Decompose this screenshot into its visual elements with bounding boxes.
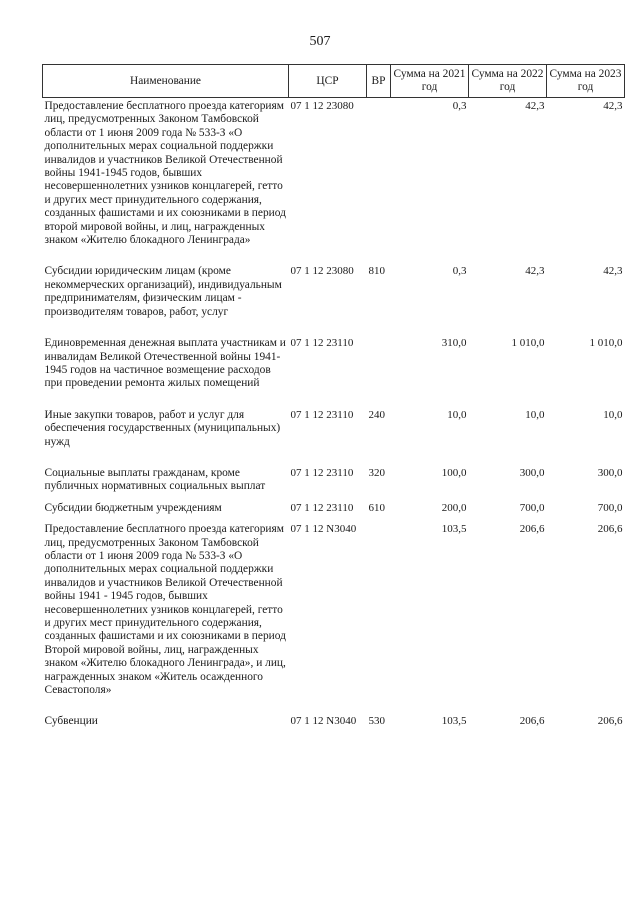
row-name: Социальные выплаты гражданам, кроме публичных нормативных социальных выплат xyxy=(44,466,266,493)
header-vr: ВР xyxy=(367,65,391,98)
row-sum-2021: 0,3 xyxy=(452,265,467,278)
table-row xyxy=(43,325,625,397)
row-csr: 07 1 12 23110 xyxy=(290,501,354,514)
row-sum-2023: 42,3 xyxy=(603,265,623,278)
table-row xyxy=(43,253,625,325)
row-csr: 07 1 12 23110 xyxy=(290,337,354,350)
header-csr: ЦСР xyxy=(289,65,367,98)
row-sum-2021: 103,5 xyxy=(441,523,467,536)
row-vr: 610 xyxy=(368,501,385,514)
row-sum-2023: 10,0 xyxy=(603,408,623,421)
row-csr: 07 1 12 23080 xyxy=(290,100,354,112)
row-vr: 810 xyxy=(368,265,385,278)
row-csr: 07 1 12 23080 xyxy=(290,265,354,278)
table-header-row xyxy=(43,65,625,98)
row-csr: 07 1 12 23110 xyxy=(290,408,354,421)
row-sum-2023: 206,6 xyxy=(597,523,623,536)
row-name: Предоставление бесплатного проезда категориям лиц, предусмотренных Законом Тамбовской области от 1 июня 2009 года № 533-З «О дополнительных мерах социальной поддержки инвалидов и участников Великой Отечественной войны 1941-1945 годов, бывших несовершеннолетних узников концлагерей, гетто и других мест принудительного содержания, созданных фашистами и их союзниками в период второй мировой войны, и лиц, награжденных знаком «Жителю блокадного Ленинграда» xyxy=(44,100,286,247)
header-name: Наименование xyxy=(43,65,289,98)
row-vr: 240 xyxy=(368,408,385,421)
table-row xyxy=(43,397,625,455)
table-row xyxy=(43,455,625,500)
row-sum-2022: 42,3 xyxy=(525,100,545,112)
table-row xyxy=(43,703,625,734)
row-sum-2022: 300,0 xyxy=(519,466,545,479)
row-sum-2023: 700,0 xyxy=(597,501,623,514)
row-vr xyxy=(367,521,391,703)
row-sum-2023: 1 010,0 xyxy=(589,337,623,350)
table-row xyxy=(43,500,625,521)
row-csr: 07 1 12 N3040 xyxy=(290,715,357,728)
header-sum-2023: Сумма на 2023 год xyxy=(547,65,625,98)
row-sum-2023: 300,0 xyxy=(597,466,623,479)
row-sum-2022: 42,3 xyxy=(525,265,545,278)
row-csr: 07 1 12 23110 xyxy=(290,466,354,479)
row-sum-2023: 42,3 xyxy=(603,100,623,112)
header-sum-2022: Сумма на 2022 год xyxy=(469,65,547,98)
row-name: Иные закупки товаров, работ и услуг для обеспечения государственных (муниципальных) нужд xyxy=(44,408,281,448)
row-sum-2022: 206,6 xyxy=(519,523,545,536)
row-name: Субсидии юридическим лицам (кроме некоммерческих организаций), индивидуальным предпринимателям, физическим лицам - производителям товаров, работ, услуг xyxy=(44,265,282,318)
budget-table xyxy=(42,64,625,735)
table-row xyxy=(43,98,625,254)
row-name: Предоставление бесплатного проезда категориям лиц, предусмотренных Законом Тамбовской области от 1 июня 2009 года № 533-З «О дополнительных мерах социальной поддержки инвалидов и участников Великой Отечественной войны 1941 - 1945 годов, бывших несовершеннолетних узников концлагерей, гетто и других мест принудительного содержания, созданных фашистами и их союзниками в период Второй мировой войны, лиц, награжденных знаком «Жителю блокадного Ленинграда», и лиц, награжденных знаком «Житель осажденного Севастополя» xyxy=(44,523,286,697)
row-sum-2021: 103,5 xyxy=(441,715,467,728)
header-sum-2021: Сумма на 2021 год xyxy=(391,65,469,98)
row-sum-2022: 206,6 xyxy=(519,715,545,728)
row-sum-2021: 10,0 xyxy=(447,408,467,421)
row-sum-2021: 310,0 xyxy=(441,337,467,350)
row-sum-2022: 700,0 xyxy=(519,501,545,514)
row-sum-2022: 1 010,0 xyxy=(511,337,545,350)
row-vr: 530 xyxy=(368,715,385,728)
row-sum-2021: 200,0 xyxy=(441,501,467,514)
row-vr: 320 xyxy=(368,466,385,479)
table-row xyxy=(43,521,625,703)
row-name: Единовременная денежная выплата участникам и инвалидам Великой Отечественной войны 1941-1945 годов на частичное возмещение расходов при проведении ремонта жилых помещений xyxy=(44,337,286,390)
row-sum-2021: 0,3 xyxy=(452,100,467,112)
row-vr xyxy=(367,325,391,397)
row-sum-2023: 206,6 xyxy=(597,715,623,728)
row-sum-2022: 10,0 xyxy=(525,408,545,421)
row-vr xyxy=(367,98,391,254)
row-csr: 07 1 12 N3040 xyxy=(290,523,357,536)
row-name: Субсидии бюджетным учреждениям xyxy=(44,501,222,514)
row-name: Субвенции xyxy=(44,715,98,728)
row-sum-2021: 100,0 xyxy=(441,466,467,479)
page-number: 507 xyxy=(309,34,331,49)
